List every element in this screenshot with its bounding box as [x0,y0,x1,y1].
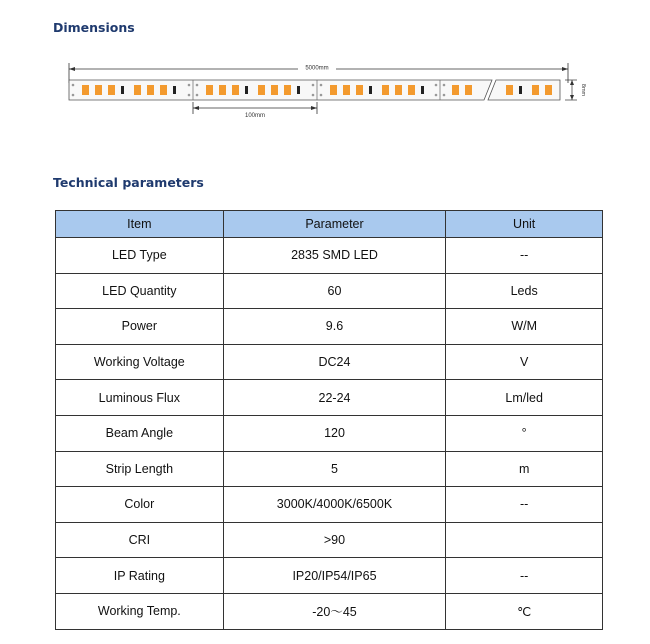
led-chip [271,85,278,95]
table-row [56,415,603,451]
led-chip [108,85,115,95]
led-chip [147,85,154,95]
table-row [56,522,603,558]
header-item: Item [56,211,224,238]
header-unit: Unit [446,211,603,238]
table-row [56,487,603,523]
table-row [56,558,603,594]
cell-item: Color [56,487,224,523]
header-parameter: Parameter [223,211,446,238]
resistor-chip [369,86,372,94]
cell-item: Strip Length [56,451,224,487]
table-row [56,238,603,274]
led-chip [232,85,239,95]
cell-unit: -- [446,487,603,523]
led-chip [452,85,459,95]
resistor-chip [519,86,522,94]
table-row [56,309,603,345]
cell-unit: ° [446,415,603,451]
resistor-chip [121,86,124,94]
table-row [56,344,603,380]
resistor-chip [173,86,176,94]
technical-parameters-table [55,210,603,630]
cell-parameter: 5 [223,451,446,487]
resistor-chip [245,86,248,94]
cell-parameter: 120 [223,415,446,451]
cell-parameter: 9.6 [223,309,446,345]
cell-unit [446,522,603,558]
led-chip [356,85,363,95]
cell-parameter: 60 [223,273,446,309]
technical-parameters-title: Technical parameters [53,175,204,190]
segment-length-label: 100mm [244,113,266,119]
cell-parameter: -20～45 [223,593,446,629]
table-header-row [56,211,603,238]
led-chip [532,85,539,95]
led-chip [395,85,402,95]
cell-item: Beam Angle [56,415,224,451]
dimensions-title: Dimensions [53,20,135,35]
led-chip [465,85,472,95]
cell-parameter: >90 [223,522,446,558]
led-chip [82,85,89,95]
led-chip [408,85,415,95]
led-chip [134,85,141,95]
cell-parameter: 3000K/4000K/6500K [223,487,446,523]
cell-item: Luminous Flux [56,380,224,416]
led-strip-dimension-diagram [60,58,595,123]
cell-item: IP Rating [56,558,224,594]
resistor-chip [421,86,424,94]
cell-unit: W/M [446,309,603,345]
cell-unit: V [446,344,603,380]
cell-unit: m [446,451,603,487]
cell-unit: -- [446,558,603,594]
led-chip [506,85,513,95]
cell-unit: ℃ [446,593,603,629]
led-chip [258,85,265,95]
cell-parameter: DC24 [223,344,446,380]
led-chip [95,85,102,95]
table-row [56,380,603,416]
cell-unit: Leds [446,273,603,309]
led-chip [206,85,213,95]
table-row [56,593,603,629]
led-chip [343,85,350,95]
led-chip [545,85,552,95]
cell-parameter: 22-24 [223,380,446,416]
cell-item: Working Voltage [56,344,224,380]
led-chip [160,85,167,95]
led-strip [69,80,560,100]
cell-parameter: IP20/IP54/IP65 [223,558,446,594]
total-length-label: 5000mm [305,65,329,72]
cell-item: LED Type [56,238,224,274]
cell-item: Power [56,309,224,345]
led-chip [219,85,226,95]
table-row [56,451,603,487]
cell-item: LED Quantity [56,273,224,309]
cell-unit: Lm/led [446,380,603,416]
width-label: 8mm [580,83,586,97]
led-chip [382,85,389,95]
cell-item: Working Temp. [56,593,224,629]
cell-unit: -- [446,238,603,274]
resistor-chip [297,86,300,94]
table-row [56,273,603,309]
cell-parameter: 2835 SMD LED [223,238,446,274]
cell-item: CRI [56,522,224,558]
led-chip [284,85,291,95]
led-chip [330,85,337,95]
